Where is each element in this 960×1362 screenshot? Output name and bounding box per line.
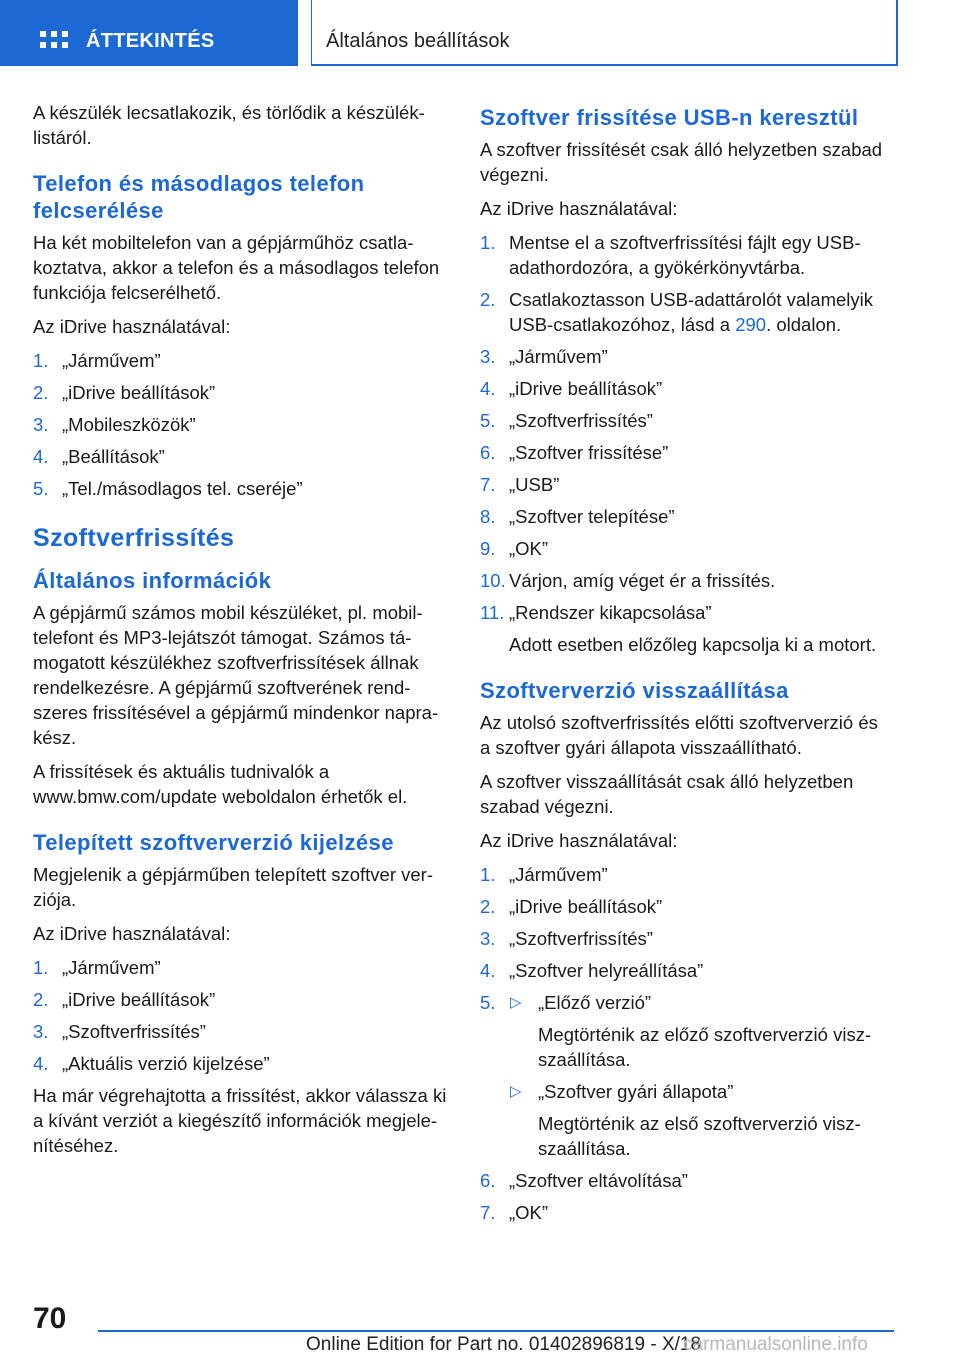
step-text-suffix: . oldalon. (766, 314, 842, 335)
list-item (480, 958, 892, 983)
triangle-bullet-icon: ▷ (510, 994, 522, 1011)
step-text: „Járművem” (62, 957, 161, 978)
heading-installed-version: Telepített szoftververzió kijelzése (33, 830, 394, 855)
step-number: 5. (33, 478, 49, 499)
steps-restore (480, 862, 892, 1225)
heading-software-update: Szoftverfrissítés (33, 524, 235, 552)
idrive-label-2: Az iDrive használatával: (33, 923, 231, 944)
step-text: „Szoftver frissítése” (509, 442, 669, 463)
step-number: 6. (480, 442, 496, 463)
step-text: „Szoftver eltávolítása” (509, 1170, 688, 1191)
option-text: „Előző verzió” (538, 992, 652, 1013)
step-number: 3. (480, 928, 496, 949)
step-number: 1. (480, 232, 496, 253)
steps-installed-version (33, 955, 448, 1076)
step-text: „Aktuális verzió kijelzése” (62, 1053, 270, 1074)
option-previous-version (509, 990, 892, 1072)
phone-swap-paragraph: Ha két mobiltelefon van a gépjárműhöz csatla-koztatva, akkor a telefon és a másodlagos telefon funkciója felcserélhető. (33, 232, 440, 303)
tab-section-label: Általános beállítások (326, 30, 510, 52)
list-item (480, 472, 892, 497)
step-text: „Szoftverfrissítés” (62, 1021, 206, 1042)
idrive-label-1: Az iDrive használatával: (33, 316, 231, 337)
step-text: „Járművem” (509, 864, 608, 885)
intro-paragraph: A készülék lecsatlakozik, és törlődik a készülék-listáról. (33, 102, 425, 148)
step-number: 6. (480, 1170, 496, 1191)
step-text: Mentse el a szoftverfrissítési fájlt egy USB-adathordozóra, a gyökérkönyvtárba. (509, 232, 861, 278)
right-column (480, 100, 892, 1237)
list-item (480, 536, 892, 561)
step-number: 3. (33, 1021, 49, 1042)
step-text: „Mobileszközök” (62, 414, 196, 435)
list-item (480, 440, 892, 465)
list-item (480, 568, 892, 593)
step-number: 8. (480, 506, 496, 527)
list-item (480, 1200, 892, 1225)
step-text: „OK” (509, 1202, 549, 1223)
heading-phone-swap: Telefon és másodlagos telefon felcserélése (33, 171, 365, 223)
idrive-label-3: Az iDrive használatával: (480, 198, 678, 219)
list-item (480, 894, 892, 919)
updates-paragraph: A frissítések és aktuális tudnivalók a www.bmw.com/update weboldalon érhetők el. (33, 761, 408, 807)
list-item (480, 600, 892, 657)
list-item (33, 444, 448, 469)
left-column (33, 100, 448, 1167)
step-text: „Tel./másodlagos tel. cseréje” (62, 478, 303, 499)
step-number: 5. (480, 410, 496, 431)
heading-usb-update: Szoftver frissítése USB-n keresztül (480, 105, 859, 130)
list-item (480, 862, 892, 887)
step-number: 2. (480, 289, 496, 310)
step-number: 11. (480, 602, 505, 623)
steps-phone-swap (33, 348, 448, 501)
page-link[interactable]: 290 (735, 314, 767, 335)
step-number: 4. (480, 960, 496, 981)
list-item (480, 504, 892, 529)
list-item (480, 990, 892, 1161)
step-number: 7. (480, 474, 496, 495)
usb-paragraph: A szoftver frissítését csak álló helyzetben szabad végezni. (480, 139, 883, 185)
list-item (33, 1051, 448, 1076)
grid-icon (40, 31, 68, 53)
step-number: 4. (33, 1053, 49, 1074)
footer-edition: Online Edition for Part no. 01402896819 - X/18 (306, 1334, 702, 1355)
list-item (480, 408, 892, 433)
step-number: 2. (480, 896, 496, 917)
step-subtext: Adott esetben előzőleg kapcsolja ki a motort. (509, 634, 877, 655)
header-bar (0, 0, 960, 66)
tab-overview[interactable] (0, 0, 298, 66)
step-text: „iDrive beállítások” (509, 896, 663, 917)
step-text: „iDrive beállítások” (62, 382, 216, 403)
option-description: Megtörténik az első szoftververzió visz-szaállítása. (538, 1113, 861, 1159)
footer-divider (98, 1330, 894, 1332)
step-number: 4. (33, 446, 49, 467)
option-description: Megtörténik az előző szoftververzió visz-szaállítása. (538, 1024, 872, 1070)
list-item (480, 926, 892, 951)
list-item (480, 287, 892, 337)
list-item (33, 380, 448, 405)
step-number: 7. (480, 1202, 496, 1223)
restore-paragraph-1: Az utolsó szoftverfrissítés előtti szoftververzió és a szoftver gyári állapota visszaállítható. (480, 712, 878, 758)
step-text: „Szoftver telepítése” (509, 506, 675, 527)
heading-restore: Szoftververzió visszaállítása (480, 678, 789, 703)
step-number: 1. (33, 350, 49, 371)
step-number: 5. (480, 992, 496, 1013)
list-item (480, 376, 892, 401)
step-text: „Szoftver helyreállítása” (509, 960, 704, 981)
step-number: 9. (480, 538, 496, 559)
step-text: „Járművem” (509, 346, 608, 367)
list-item (33, 955, 448, 980)
step-number: 3. (33, 414, 49, 435)
step-text: „iDrive beállítások” (62, 989, 216, 1010)
list-item (33, 1019, 448, 1044)
page-number: 70 (33, 1302, 67, 1335)
installed-paragraph: Megjelenik a gépjárműben telepített szoftver ver-ziója. (33, 864, 434, 910)
list-item (33, 348, 448, 373)
step-text: Várjon, amíg véget ér a frissítés. (509, 570, 776, 591)
watermark: carmanualsonline.info (683, 1334, 868, 1355)
step-number: 3. (480, 346, 496, 367)
list-item (480, 230, 892, 280)
step-text: „iDrive beállítások” (509, 378, 663, 399)
step-number: 2. (33, 989, 49, 1010)
option-text: „Szoftver gyári állapota” (538, 1081, 734, 1102)
triangle-bullet-icon: ▷ (510, 1083, 522, 1100)
steps-usb-update (480, 230, 892, 657)
list-item (33, 476, 448, 501)
general-paragraph: A gépjármű számos mobil készüléket, pl. mobil-telefont és MP3-lejátszót támogat. Számos tá-mogatott készülékhez szoftverfrissítések állnak rendelkezésre. A gépjármű szoftverének rend-szeres frissítésével a gépjármű mindenkor napra-kész. (33, 602, 439, 748)
after-paragraph: Ha már végrehajtotta a frissítést, akkor válassza ki a kívánt verziót a kiegészítő információk megjele-nítéséhez. (33, 1085, 447, 1156)
list-item (480, 344, 892, 369)
option-factory-state (509, 1079, 892, 1161)
step-text: „Járművem” (62, 350, 161, 371)
step-number: 2. (33, 382, 49, 403)
step-text: „Beállítások” (62, 446, 165, 467)
restore-paragraph-2: A szoftver visszaállítását csak álló helyzetben szabad végezni. (480, 771, 854, 817)
list-item (33, 412, 448, 437)
step-text: „Rendszer kikapcsolása” (509, 602, 712, 623)
step-number: 1. (33, 957, 49, 978)
step-text: „USB” (509, 474, 560, 495)
step-text: „Szoftverfrissítés” (509, 410, 653, 431)
heading-general-info: Általános információk (33, 568, 272, 593)
idrive-label-4: Az iDrive használatával: (480, 830, 678, 851)
step-number: 10. (480, 570, 506, 591)
step-text: „OK” (509, 538, 549, 559)
list-item (33, 987, 448, 1012)
step-text: „Szoftverfrissítés” (509, 928, 653, 949)
step-text: Csatlakoztasson USB-adattárolót valamelyik USB-csatlakozóhoz, lásd a (509, 289, 873, 335)
list-item (480, 1168, 892, 1193)
tab-section[interactable] (311, 0, 898, 66)
step-number: 1. (480, 864, 496, 885)
tab-overview-label: ÁTTEKINTÉS (86, 30, 215, 52)
step-number: 4. (480, 378, 496, 399)
